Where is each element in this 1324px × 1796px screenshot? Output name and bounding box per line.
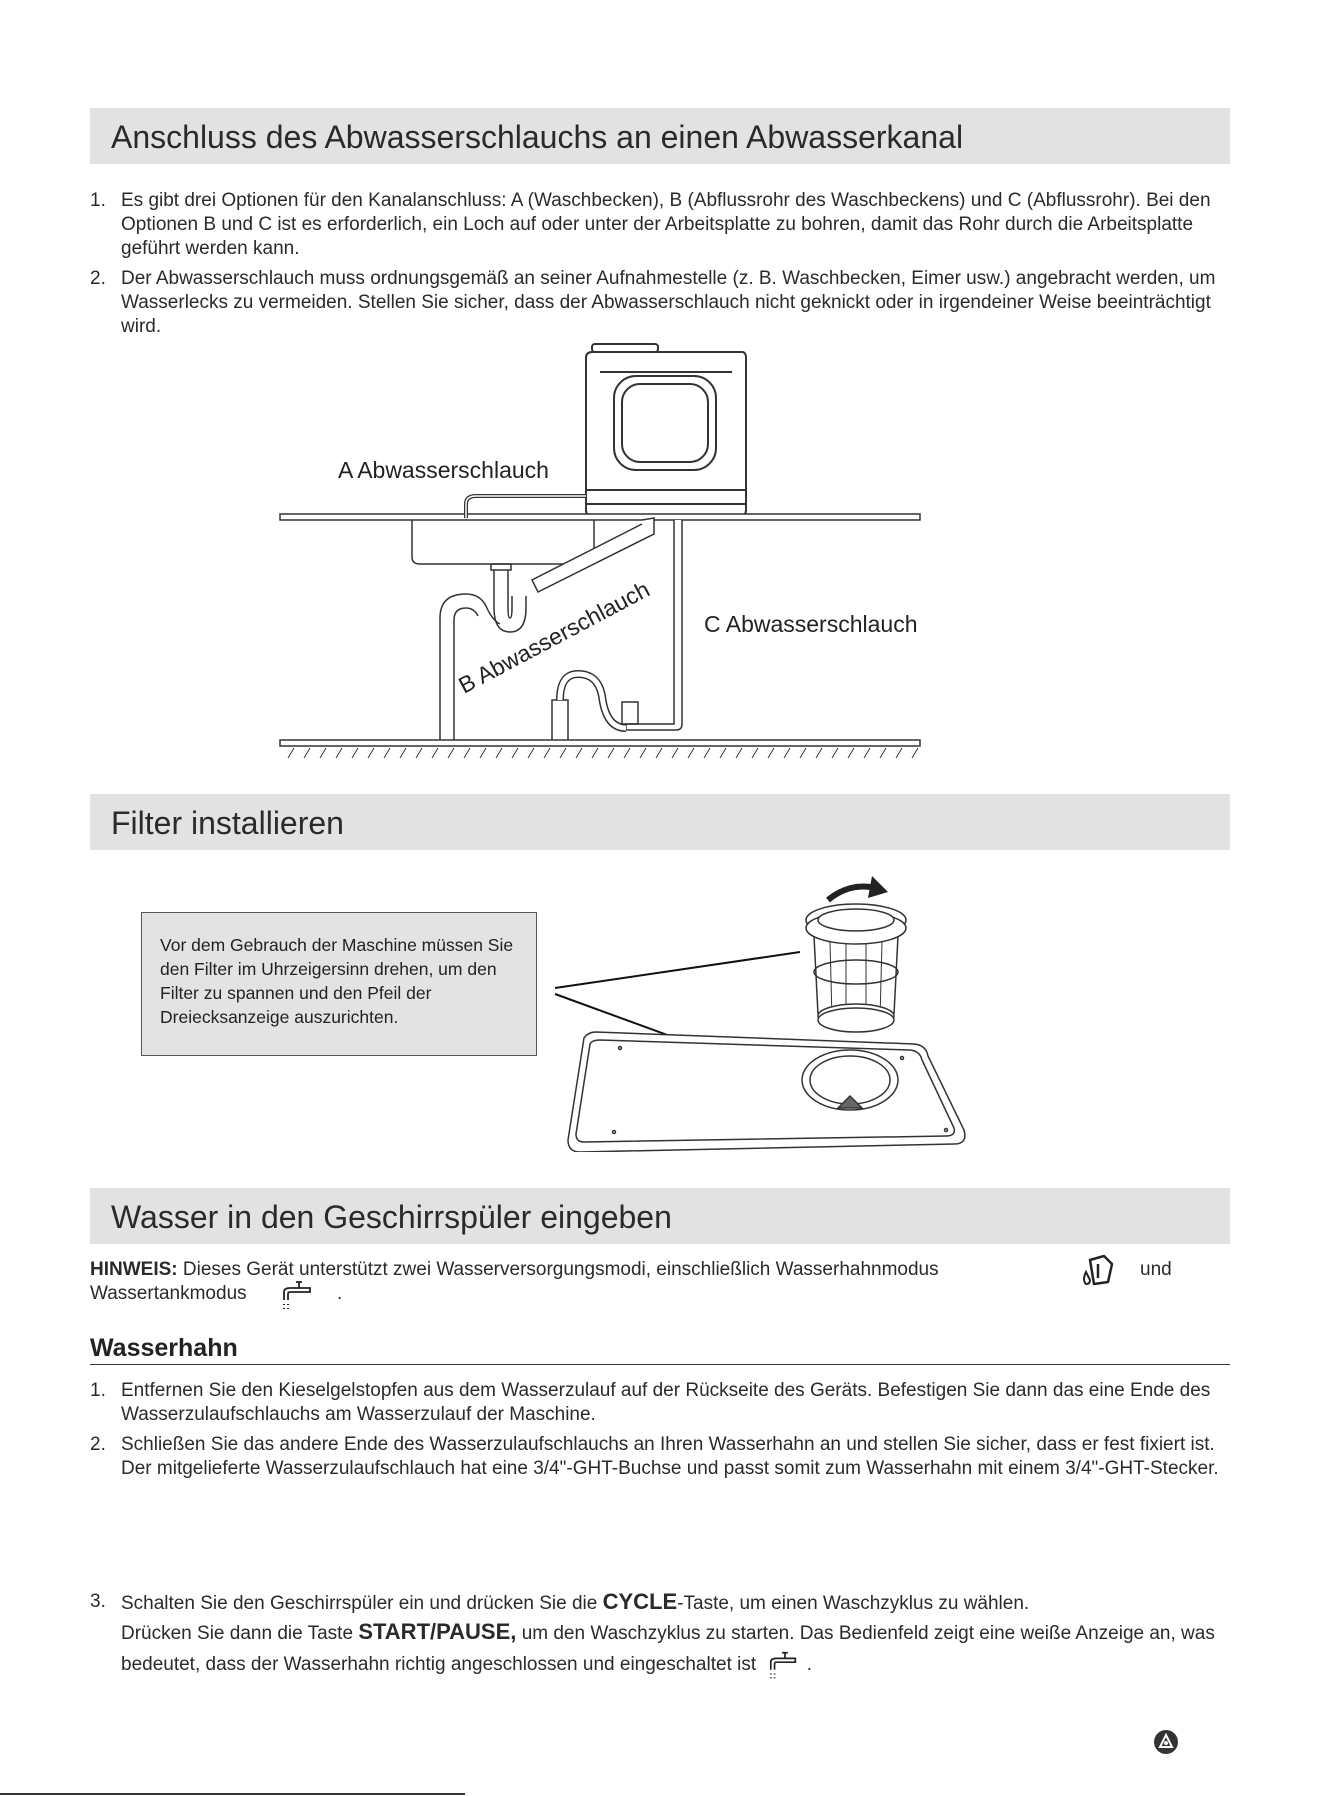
label-hose-b: B Abwasserschlauch	[454, 575, 654, 699]
floor	[280, 740, 920, 758]
list-item: 2. Der Abwasserschlauch muss ordnungsgemäß an seiner Aufnahmestelle (z. B. Waschbecken, Eimer usw.) angebracht werden, um Wasserlecks zu vermeiden. Stellen Sie sicher, dass der Abwasserschlauch nicht geknickt oder in irgendeiner Weise beeinträchtigt wird.	[90, 268, 1216, 337]
tub-bottom-illustration	[568, 1032, 965, 1152]
drain-instructions-list	[90, 189, 1230, 345]
filter-basket-illustration	[806, 904, 906, 1032]
label-hose-a: A Abwasserschlauch	[338, 457, 549, 483]
list-item: 1. Es gibt drei Optionen für den Kanalanschluss: A (Waschbecken), B (Abflussrohr des Waschbeckens) und C (Abflussrohr). Bei den Optionen B und C ist es erforderlich, ein Loch auf oder unter der Arbeitsplatte zu bohren, damit das Rohr durch die Arbeitsplatte geführt werden kann.	[90, 190, 1211, 259]
faucet-instructions-list	[90, 1379, 1230, 1487]
cycle-key-label: CYCLE	[602, 1589, 678, 1614]
brand-logo-icon	[1153, 1729, 1179, 1755]
floor-drain	[552, 674, 638, 740]
filter-diagram	[550, 862, 980, 1152]
filter-note-text: Vor dem Gebrauch der Maschine müssen Sie den Filter im Uhrzeigersinn drehen, um den Filter zu spannen und den Pfeil der Dreiecksanzeige auszurichten.	[160, 935, 514, 1027]
faucet-mode-icon	[280, 1278, 316, 1312]
drain-hose-diagram	[270, 340, 930, 770]
sink-basin	[412, 520, 594, 564]
section-heading-filter: Filter installieren	[90, 794, 1230, 850]
label-hose-c: C Abwasserschlauch	[704, 611, 918, 637]
list-item: 1. Entfernen Sie den Kieselgelstopfen aus dem Wasserzulauf auf der Rückseite des Geräts. Befestigen Sie dann das eine Ende des Wasserzulaufschlauchs am Wasserzulauf der Maschine.	[90, 1380, 1211, 1425]
list-item-3: 3. Schalten Sie den Geschirrspüler ein und drücken Sie die CYCLE-Taste, um einen Waschzyklus zu wählen. Drücken Sie dann die Taste START/PAUSE, um den Waschzyklus zu starten. Das Bedienfeld zeigt eine weiße Anzeige an, was bedeutet, dass der Wasserhahn richtig angeschlossen und eingeschaltet ist .	[90, 1588, 1230, 1682]
subheading-wasserhahn: Wasserhahn	[90, 1334, 1230, 1365]
start-pause-key-label: START/PAUSE,	[358, 1619, 517, 1644]
dishwasher-illustration	[586, 344, 746, 516]
hose-c	[626, 520, 682, 730]
pointer-line	[555, 952, 800, 988]
list-item: 2. Schließen Sie das andere Ende des Wasserzulaufschlauchs an Ihren Wasserhahn an und stellen Sie sicher, dass er fest fixiert ist. Der mitgelieferte Wasserzulaufschlauch hat eine 3/4"-GHT-Buchse und passt somit zum Wasserhahn mit einem 3/4"-GHT-Stecker.	[90, 1434, 1219, 1479]
hinweis-label: HINWEIS:	[90, 1259, 178, 1280]
rotate-arrow-icon	[828, 887, 876, 901]
section-heading-water: Wasser in den Geschirrspüler eingeben	[90, 1188, 1230, 1244]
countertop	[280, 514, 920, 520]
hinweis-note: HINWEIS: Dieses Gerät unterstützt zwei Wasserversorgungsmodi, einschließlich Wasserhahnmodus und Wassertankmodus .	[90, 1258, 1230, 1306]
faucet-indicator-icon	[767, 1648, 801, 1682]
filter-note-box	[141, 912, 537, 1056]
section-heading-drain: Anschluss des Abwasserschlauchs an einen Abwasserkanal	[90, 108, 1230, 164]
footer-rule	[0, 1793, 465, 1795]
